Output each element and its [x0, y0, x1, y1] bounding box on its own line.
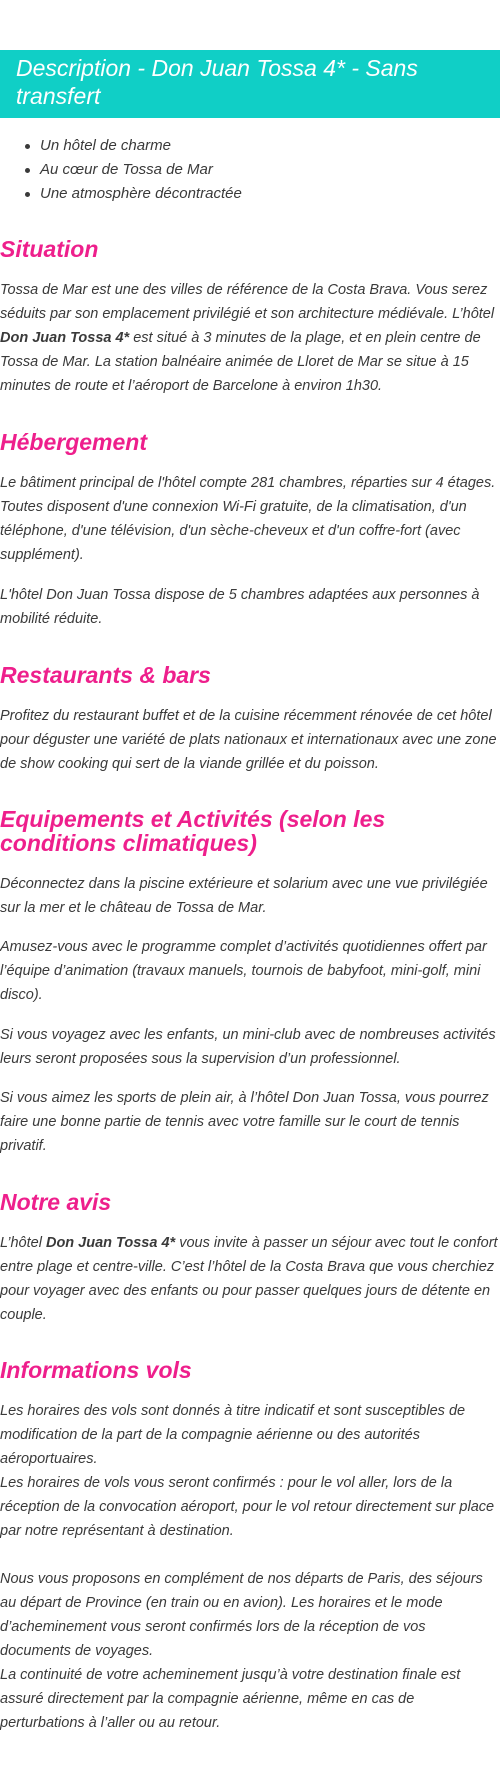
section-heading-restaurants: Restaurants & bars	[0, 662, 211, 688]
hotel-name: Don Juan Tossa 4*	[0, 330, 130, 346]
list-item: Un hôtel de charme	[0, 134, 242, 158]
vols-text-3: Nous vous proposons en complément de nos départs de Paris, des séjours au départ de Province (en train ou en avion). Les horaires et le mode d’acheminement vous seront confirmés lors de la réception de vos documents de voyages.	[0, 1571, 483, 1659]
section-heading-vols: Informations vols	[0, 1357, 192, 1383]
vols-text-4: La continuité de votre acheminement jusqu’à votre destination finale est assuré directement par la compagnie aérienne, même en cas de perturbations à l’aller ou au retour.	[0, 1667, 461, 1731]
list-item: Une atmosphère décontractée	[0, 182, 242, 206]
vols-text-2: Les horaires de vols vous seront confirmés : pour le vol aller, lors de la réception de la convocation aéroport, pour le vol retour directement sur place par notre représentant à destination.	[0, 1475, 495, 1539]
section-heading-situation: Situation	[0, 236, 99, 262]
equipements-text-4: Si vous aimez les sports de plein air, à l’hôtel Don Juan Tossa, vous pourrez faire une bonne partie de tennis avec votre famille sur le court de tennis privatif.	[0, 1090, 489, 1154]
section-heading-avis: Notre avis	[0, 1189, 112, 1215]
list-item: Au cœur de Tossa de Mar	[0, 158, 242, 182]
hebergement-text-1: Le bâtiment principal de l'hôtel compte 281 chambres, réparties sur 4 étages. Toutes disposent d'une connexion Wi-Fi gratuite, de la climatisation, d'un téléphone, d'une télévision, d'un sèche-cheveux et d'un coffre-fort (avec supplément).	[0, 475, 496, 563]
hebergement-text-2: L'hôtel Don Juan Tossa dispose de 5 chambres adaptées aux personnes à mobilité réduite.	[0, 587, 480, 627]
equipements-text-1: Déconnectez dans la piscine extérieure et solarium avec une vue privilégiée sur la mer et le château de Tossa de Mar.	[0, 876, 488, 916]
hotel-name: Don Juan Tossa 4*	[45, 1235, 176, 1251]
section-heading-hebergement: Hébergement	[0, 429, 147, 455]
page-title: Description - Don Juan Tossa 4* - Sans transfert	[0, 50, 500, 118]
vols-text-1: Les horaires des vols sont donnés à titre indicatif et sont susceptibles de modification de la part de la compagnie aérienne ou des autorités aéroportuaires.	[0, 1403, 466, 1467]
avis-text: L’hôtel Don Juan Tossa 4* vous invite à passer un séjour avec tout le confort entre plage et centre-ville. C’est l’hôtel de la Costa Brava que vous cherchiez pour voyager avec des enfants ou pour passer quelques jours de détente en couple.	[0, 1235, 498, 1323]
section-heading-equipements: Equipements et Activités (selon les conditions climatiques)	[0, 806, 386, 856]
equipements-text-3: Si vous voyagez avec les enfants, un mini-club avec de nombreuses activités leurs seront proposées sous la supervision d’un professionnel.	[0, 1027, 496, 1067]
highlights-list	[0, 134, 242, 206]
situation-text: Tossa de Mar est une des villes de référence de la Costa Brava. Vous serez séduits par son emplacement privilégié et son architecture médiévale. L’hôtel Don Juan Tossa 4* est situé à 3 minutes de la plage, et en plein centre de Tossa de Mar. La station balnéaire animée de Lloret de Mar se situe à 15 minutes de route et l’aéroport de Barcelone à environ 1h30.	[0, 282, 495, 394]
restaurants-text: Profitez du restaurant buffet et de la cuisine récemment rénovée de cet hôtel pour déguster une variété de plats nationaux et internationaux avec une zone de show cooking qui sert de la viande grillée et du poisson.	[0, 708, 497, 772]
equipements-text-2: Amusez-vous avec le programme complet d’activités quotidiennes offert par l’équipe d’animation (travaux manuels, tournois de babyfoot, mini-golf, mini disco).	[0, 939, 487, 1003]
